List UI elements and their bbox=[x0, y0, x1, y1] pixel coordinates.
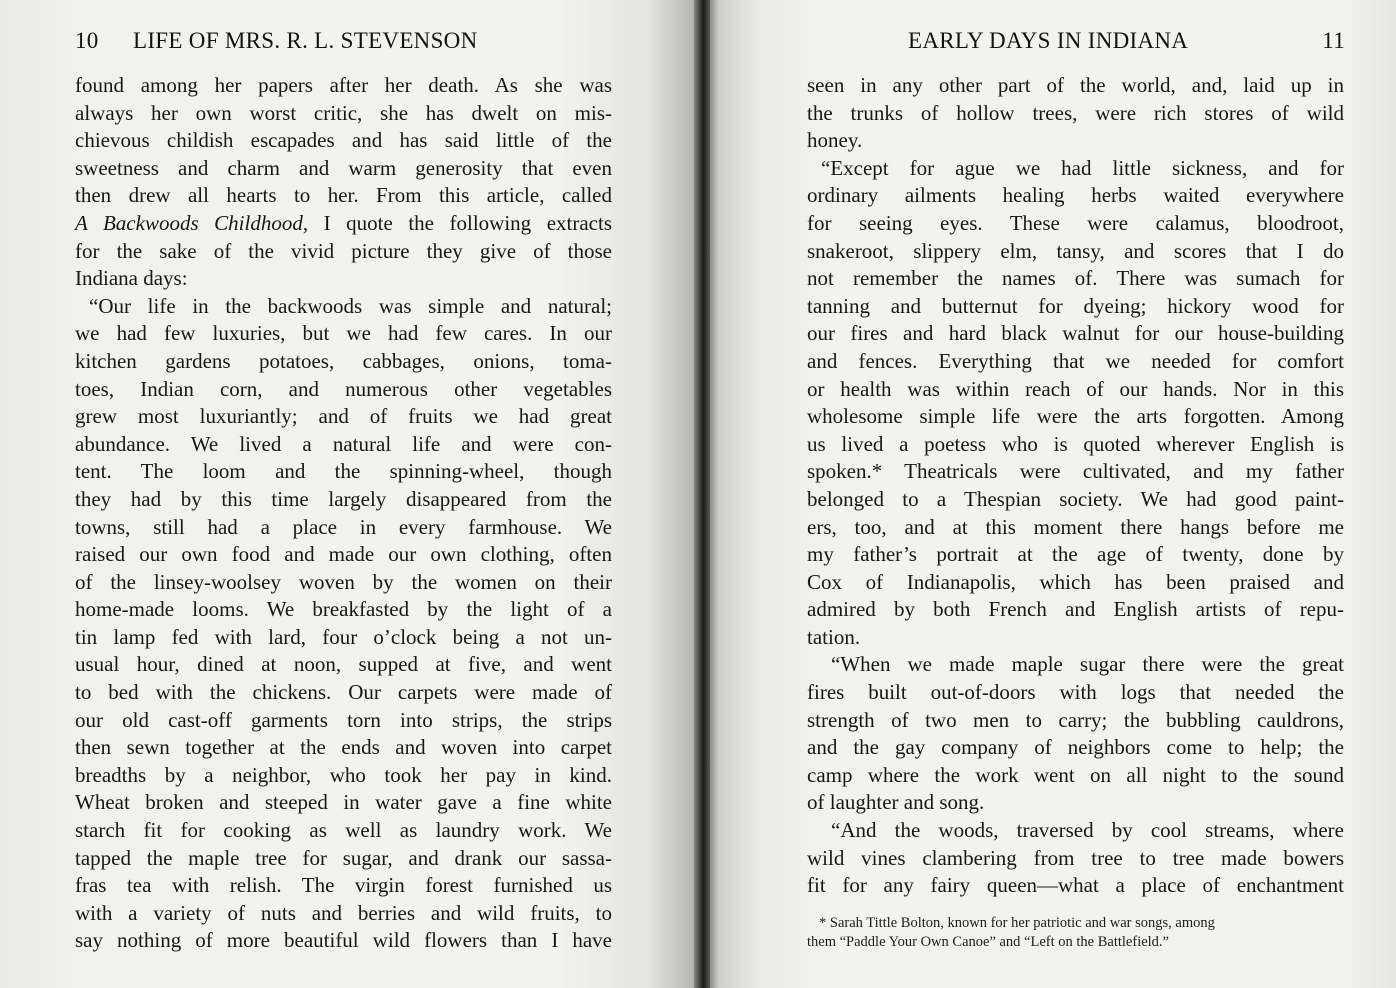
text-line: of the linsey-woolsey woven by the women on their bbox=[75, 569, 612, 594]
text-line-with-italic-title bbox=[75, 210, 612, 238]
text-line: Cox of Indianapolis, which has been praised and bbox=[807, 569, 1344, 594]
text-line: to bed with the chickens. Our carpets were made of bbox=[75, 680, 612, 705]
right-page-body bbox=[807, 72, 1344, 900]
text-line-rest: , I quote the following extracts bbox=[302, 210, 613, 235]
text-line: of laughter and song. bbox=[807, 790, 985, 815]
text-line: for the sake of the vivid picture they give of those bbox=[75, 238, 612, 263]
text-line: wild vines clambering from tree to tree made bowers bbox=[807, 845, 1344, 870]
text-line: our fires and hard black walnut for our house-building bbox=[807, 321, 1344, 346]
footnote bbox=[807, 914, 1342, 952]
text-line: towns, still had a place in every farmhouse. We bbox=[75, 514, 612, 539]
text-line: “When we made maple sugar there were the great bbox=[831, 652, 1344, 677]
text-line: we had few luxuries, but we had few cares. In our bbox=[75, 321, 612, 346]
text-line: fras tea with relish. The virgin forest furnished us bbox=[75, 873, 612, 898]
left-page-header bbox=[75, 28, 615, 58]
text-line: Indiana days: bbox=[75, 266, 188, 291]
right-running-head: EARLY DAYS IN INDIANA bbox=[908, 28, 1189, 53]
text-line-with-footnote-marker: spoken.* Theatricals were cultivated, and my father bbox=[807, 459, 1344, 484]
text-line: “And the woods, traversed by cool streams, where bbox=[831, 818, 1344, 843]
text-line: my father’s portrait at the age of twenty, done by bbox=[807, 542, 1344, 567]
text-line: ers, too, and at this moment there hangs before me bbox=[807, 514, 1344, 539]
text-line: fit for any fairy queen—what a place of enchantment bbox=[807, 873, 1344, 898]
text-line: “Our life in the backwoods was simple and natural; bbox=[89, 293, 612, 318]
text-line: admired by both French and English artists of repu- bbox=[807, 597, 1344, 622]
text-line: and the gay company of neighbors come to help; the bbox=[807, 735, 1344, 760]
book-spine bbox=[694, 0, 710, 988]
left-page-number: 10 bbox=[75, 28, 99, 53]
text-line: fires built out-of-doors with logs that needed the bbox=[807, 680, 1344, 705]
text-line: raised our own food and made our own clothing, often bbox=[75, 542, 612, 567]
italic-article-title: A Backwoods Childhood bbox=[75, 210, 303, 235]
text-line: then sewn together at the ends and woven into carpet bbox=[75, 735, 612, 760]
text-line: Wheat broken and steeped in water gave a fine white bbox=[75, 790, 612, 815]
text-line: tent. The loom and the spinning-wheel, though bbox=[75, 459, 612, 484]
text-line: or health was within reach of our hands. Nor in this bbox=[807, 376, 1344, 401]
text-line: us lived a poetess who is quoted wherever English is bbox=[807, 431, 1344, 456]
text-line: found among her papers after her death. As she was bbox=[75, 73, 612, 97]
text-line: abundance. We lived a natural life and were con- bbox=[75, 431, 612, 456]
text-line: the trunks of hollow trees, were rich stores of wild bbox=[807, 100, 1344, 125]
text-line: starch fit for cooking as well as laundry work. We bbox=[75, 818, 612, 843]
footnote-line: * Sarah Tittle Bolton, known for her patriotic and war songs, among bbox=[819, 915, 1215, 931]
text-line: then drew all hearts to her. From this article, called bbox=[75, 183, 612, 208]
text-line: “Except for ague we had little sickness, and for bbox=[821, 155, 1344, 180]
text-line: ordinary ailments healing herbs waited everywhere bbox=[807, 183, 1344, 208]
text-line: snakeroot, slippery elm, tansy, and scores that I do bbox=[807, 238, 1344, 263]
text-line: our old cast-off garments torn into strips, the strips bbox=[75, 707, 612, 732]
left-page-body bbox=[75, 72, 612, 955]
text-line: strength of two men to carry; the bubbling cauldrons, bbox=[807, 707, 1344, 732]
left-running-head: LIFE OF MRS. R. L. STEVENSON bbox=[133, 28, 478, 53]
text-line: they had by this time largely disappeared from the bbox=[75, 486, 612, 511]
text-line: breadths by a neighbor, who took her pay in kind. bbox=[75, 762, 612, 787]
text-line: usual hour, dined at noon, supped at five, and went bbox=[75, 652, 612, 677]
text-line: honey. bbox=[807, 128, 863, 153]
text-line: say nothing of more beautiful wild flowers than I have bbox=[75, 928, 612, 953]
text-line: chievous childish escapades and has said little of the bbox=[75, 128, 612, 153]
text-line: wholesome simple life were the arts forgotten. Among bbox=[807, 404, 1344, 429]
text-line: kitchen gardens potatoes, cabbages, onions, toma- bbox=[75, 348, 612, 373]
text-line: not remember the names of. There was sumach for bbox=[807, 266, 1344, 291]
text-line: for seeing eyes. These were calamus, bloodroot, bbox=[807, 210, 1344, 235]
text-line: tapped the maple tree for sugar, and drank our sassa- bbox=[75, 845, 612, 870]
footnote-line: them “Paddle Your Own Canoe” and “Left on the Battlefield.” bbox=[807, 934, 1169, 950]
text-line: with a variety of nuts and berries and wild fruits, to bbox=[75, 900, 612, 925]
text-line: camp where the work went on all night to the sound bbox=[807, 762, 1344, 787]
text-line: seen in any other part of the world, and, laid up in bbox=[807, 73, 1344, 97]
text-line: sweetness and charm and warm generosity that even bbox=[75, 155, 612, 180]
text-line: tanning and butternut for dyeing; hickory wood for bbox=[807, 293, 1344, 318]
right-page-number: 11 bbox=[1322, 28, 1345, 53]
text-line: belonged to a Thespian society. We had good paint- bbox=[807, 486, 1344, 511]
text-line: tation. bbox=[807, 624, 861, 649]
text-line: and fences. Everything that we needed for comfort bbox=[807, 348, 1344, 373]
text-line: always her own worst critic, she has dwelt on mis- bbox=[75, 100, 612, 125]
text-line: tin lamp fed with lard, four o’clock being a not un- bbox=[75, 624, 612, 649]
text-line: grew most luxuriantly; and of fruits we had great bbox=[75, 404, 612, 429]
text-line: toes, Indian corn, and numerous other vegetables bbox=[75, 376, 612, 401]
right-page-header bbox=[807, 28, 1347, 58]
text-line: home-made looms. We breakfasted by the light of a bbox=[75, 597, 612, 622]
